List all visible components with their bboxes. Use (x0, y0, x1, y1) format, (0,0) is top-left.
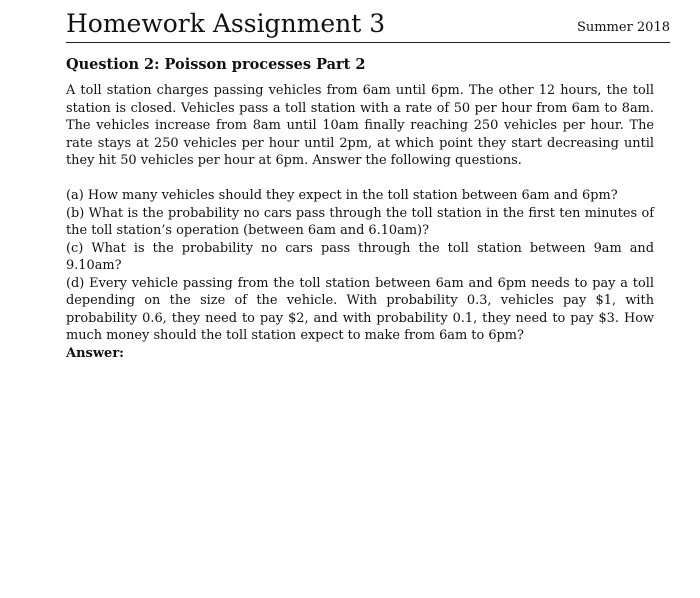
part-d: (d) Every vehicle passing from the toll station between 6am and 6pm needs to pay a toll depending on the size of the vehicle. With probability 0.3, vehicles pay $1, with probability 0.6, they need to pay $2, and with probability 0.1, they need to pay $3. How much money should the toll station expect to make from 6am to 6pm? (66, 275, 654, 343)
part-a: (a) How many vehicles should they expect in the toll station between 6am and 6pm? (66, 188, 618, 203)
part-c: (c) What is the probability no cars pass through the toll station between 9am and 9.10am? (66, 240, 654, 273)
part-b: (b) What is the probability no cars pass through the toll station in the first ten minutes of the toll station’s operation (between 6am and 6.10am)? (66, 205, 654, 238)
question-intro: A toll station charges passing vehicles from 6am until 6pm. The other 12 hours, the toll station is closed. Vehicles pass a toll station with a rate of 50 per hour from 6am to 8am. The vehicles increase from 8am until 10am finally reaching 250 vehicles per hour. The rate stays at 250 vehicles per hour until 2pm, at which point they start decreasing until they hit 50 vehicles per hour at 6pm. Answer the following questions. (66, 83, 654, 168)
question-heading: Question 2: Poisson processes Part 2 (66, 56, 366, 73)
question-parts (66, 187, 654, 345)
answer-label: Answer: (66, 346, 124, 361)
page-header (66, 6, 670, 43)
term-label: Summer 2018 (576, 20, 670, 35)
assignment-title: Homework Assignment 3 (66, 9, 386, 38)
